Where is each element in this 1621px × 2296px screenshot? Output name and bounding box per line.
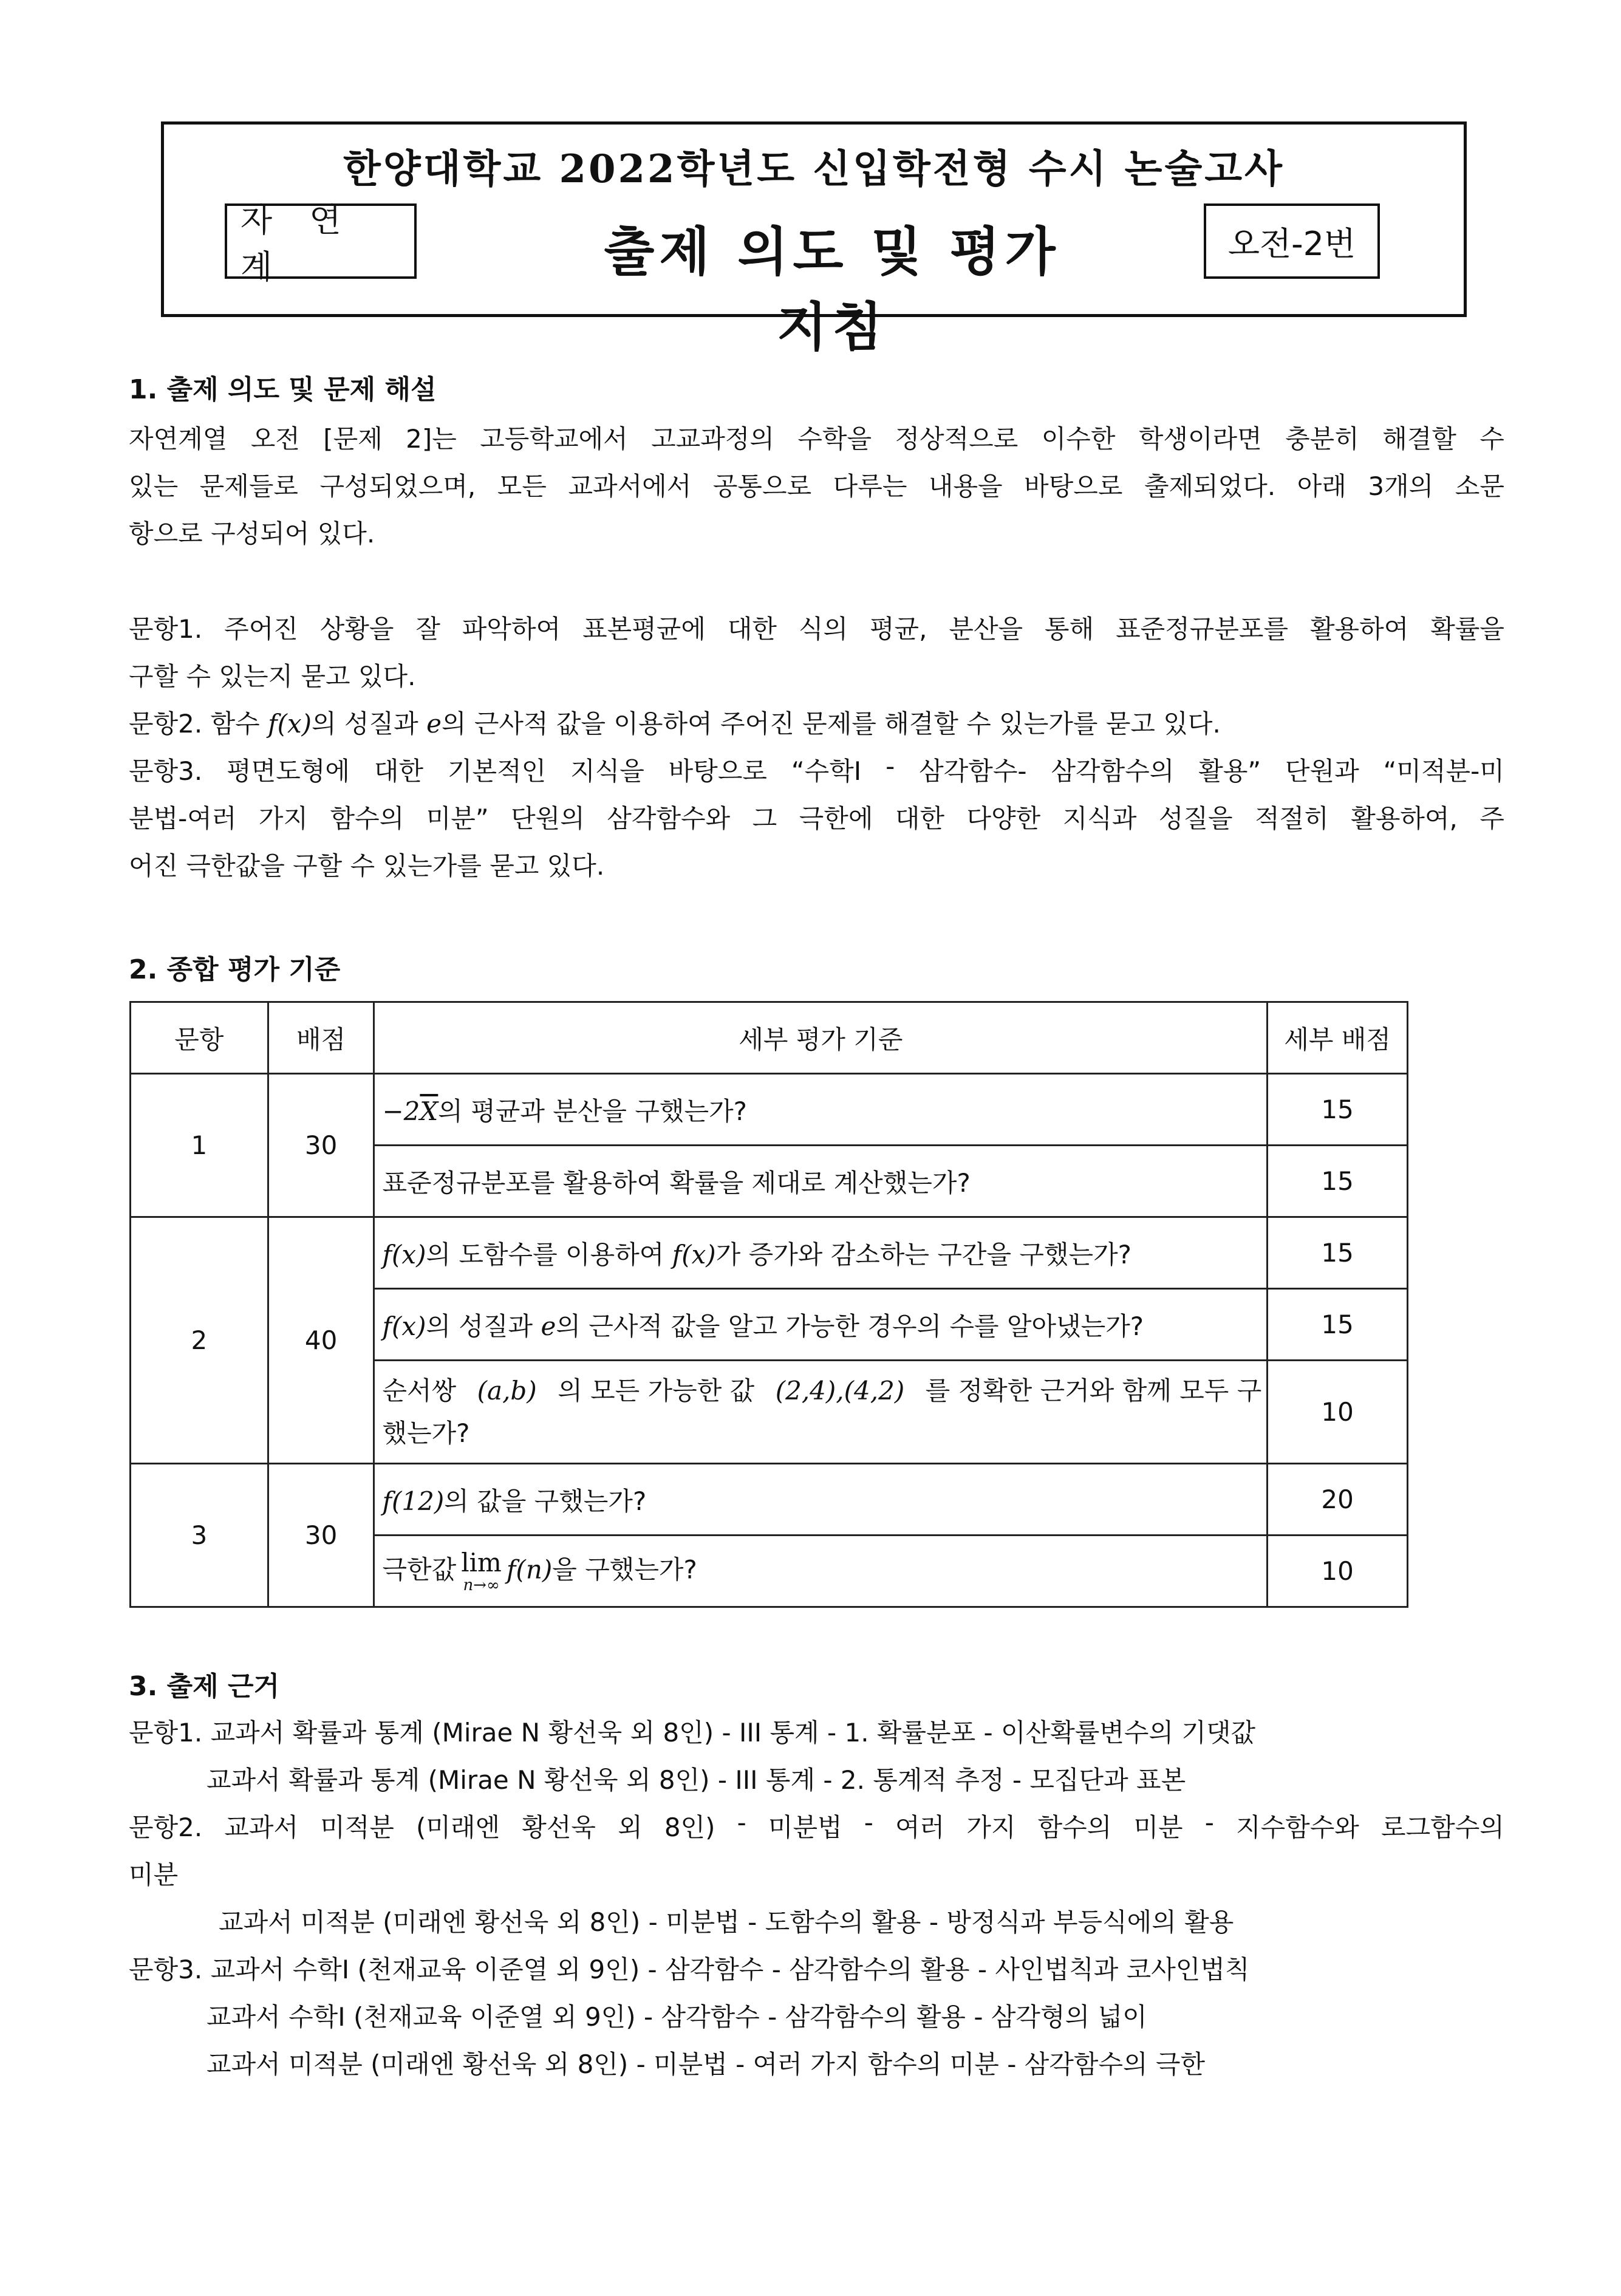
x-bar: $\overline{X}$: [420, 1096, 439, 1126]
source-line: 교과서 확률과 통계 (Mirae N 황선욱 외 8인) - III 통계 - 2. 통계적 추정 - 모집단과 표본: [206, 1765, 1186, 1795]
word: (미래엔: [416, 1813, 500, 1842]
header-box: [161, 121, 1467, 358]
word: 소문: [1455, 471, 1504, 501]
criterion-points: 20: [1268, 1464, 1408, 1536]
q1-line-1: [129, 609, 1504, 646]
q2-text-pre: 문항2. 함수: [129, 709, 268, 739]
criterion-text: 극한값: [382, 1554, 457, 1584]
word: 미분법: [768, 1813, 842, 1842]
q3-line-3: 어진 극한값을 구할 수 있는가를 묻고 있다.: [129, 851, 605, 881]
word: 모든: [497, 471, 547, 501]
word: 오전: [250, 424, 300, 454]
q3-line-2: [129, 799, 1504, 835]
limit-subscript: n→∞: [463, 1576, 500, 1594]
criterion-points: 15: [1268, 1074, 1408, 1146]
criterion-math: (2,4),(4,2): [775, 1375, 905, 1406]
criterion-math: (a,b): [477, 1375, 537, 1406]
word: 구성되었으며,: [319, 471, 476, 501]
word: -: [737, 1808, 746, 1837]
word: -: [886, 751, 895, 781]
word: 아래: [1297, 471, 1346, 501]
word: 적절히: [1255, 804, 1329, 833]
col-header-criteria: 세부 평가 기준: [374, 1002, 1268, 1074]
word: 문제들로: [199, 471, 298, 501]
criterion-text: 의 도함수를 이용하여: [426, 1239, 672, 1269]
item-number: 2: [131, 1217, 268, 1464]
word: 고교과정의: [651, 424, 774, 454]
q2-line: [129, 704, 1221, 740]
criterion: [374, 1217, 1268, 1289]
word: 문항3.: [129, 756, 203, 786]
criterion: 표준정규분포를 활용하여 확률을 제대로 계산했는가?: [374, 1146, 1268, 1217]
criterion-text: 순서쌍: [382, 1375, 457, 1406]
word: 분산을: [949, 614, 1023, 644]
intro-line-2: [129, 466, 1504, 503]
word: 기본적인: [447, 756, 547, 786]
word: “수학I: [791, 756, 862, 786]
word: 학생이라면: [1138, 424, 1262, 454]
criterion-text: 의 값을 구했는가?: [444, 1486, 647, 1516]
word: 파악하여: [462, 614, 561, 644]
source-line: 교과서 미적분 (미래엔 황선욱 외 8인) - 미분법 - 여러 가지 함수의 미분 - 삼각함수의 극한: [206, 2049, 1206, 2079]
word: 수: [1479, 424, 1504, 454]
evaluation-table: [129, 1001, 1408, 1608]
word: 삼각함수의: [1051, 756, 1175, 786]
word: 잘: [415, 614, 440, 644]
word: 3개의: [1368, 471, 1434, 501]
source-line: 문항3. 교과서 수학I (천재교육 이준열 외 9인) - 삼각함수 - 삼각함수의 활용 - 사인법칙과 코사인법칙: [129, 1955, 1250, 1984]
q1-line-2: 구할 수 있는지 묻고 있다.: [129, 661, 416, 691]
criterion-text: 의 근사적 값을 알고 가능한 경우의 수를 알아냈는가?: [556, 1311, 1144, 1341]
source-line: 문항1. 교과서 확률과 통계 (Mirae N 황선욱 외 8인) - III 통계 - 1. 확률분포 - 이산확률변수의 기댓값: [129, 1718, 1256, 1748]
col-header-points: 세부 배점: [1268, 1002, 1408, 1074]
criterion: [374, 1464, 1268, 1536]
word: [문제: [323, 424, 383, 454]
word: 통해: [1045, 614, 1094, 644]
table-row: [131, 1464, 1408, 1536]
word: 지식을: [570, 756, 644, 786]
source-line: 미분: [129, 1860, 179, 1890]
criterion: [374, 1289, 1268, 1361]
criterion-points: 15: [1268, 1289, 1408, 1361]
col-header-score: 배점: [268, 1002, 374, 1074]
word: 수학을: [797, 424, 872, 454]
criterion-math: f(x): [382, 1239, 426, 1269]
word: 상황을: [319, 614, 394, 644]
table-row: [131, 1074, 1408, 1146]
q2-text-mid: 의 성질과: [312, 709, 427, 739]
word: -: [864, 1808, 873, 1837]
criterion-math: f(x): [672, 1239, 716, 1269]
word: 황선욱: [522, 1813, 596, 1842]
criterion-points: 10: [1268, 1361, 1408, 1464]
criterion-text: 를 정확한 근거와 함께 모두 구: [925, 1375, 1262, 1406]
exam-title: 한양대학교 2022학년도 신입학전형 수시 논술고사: [343, 146, 1285, 192]
col-header-item: 문항: [131, 1002, 268, 1074]
word: 확률을: [1430, 614, 1504, 644]
word: 주: [1479, 804, 1504, 833]
criterion-math: f(x): [382, 1311, 426, 1341]
word: 로그함수의: [1381, 1813, 1504, 1842]
section3-heading: 3. 출제 근거: [129, 1671, 279, 1702]
word: 여러: [895, 1813, 945, 1842]
source-line: 교과서 미적분 (미래엔 황선욱 외 8인) - 미분법 - 도함수의 활용 - 방정식과 부등식에의 활용: [219, 1907, 1234, 1937]
session-label: 오전-2번: [1204, 203, 1380, 279]
word: 교과서: [224, 1813, 299, 1842]
word: 함수의: [1037, 1813, 1112, 1842]
criterion-points: 15: [1268, 1146, 1408, 1217]
criterion-math: f(n): [506, 1554, 553, 1584]
word: 미분: [1133, 1813, 1183, 1842]
section2-heading: 2. 종합 평가 기준: [129, 954, 341, 985]
item-number: 1: [131, 1074, 268, 1217]
word: 대한: [727, 614, 777, 644]
q2-e: e: [426, 709, 442, 739]
criterion: [374, 1536, 1268, 1607]
word: 2]는: [406, 424, 457, 454]
word: -: [1204, 1808, 1214, 1837]
word: 단원과: [1285, 756, 1359, 786]
word: 이수한: [1041, 424, 1116, 454]
word: 대한: [374, 756, 424, 786]
word: 그: [752, 804, 777, 833]
criterion-math: $-2\overline{X}$: [382, 1096, 439, 1126]
word: 교과서에서: [568, 471, 692, 501]
criterion-text: 가 증가와 감소하는 구간을 구했는가?: [715, 1239, 1131, 1269]
word: 지수함수와: [1236, 1813, 1359, 1842]
q2-fx: f(x): [268, 709, 312, 739]
word: 극한에: [799, 804, 873, 833]
word: 표본평균에: [582, 614, 706, 644]
criterion-math: f(12): [382, 1486, 445, 1516]
word: 다양한: [966, 804, 1041, 833]
word: 주어진: [224, 614, 298, 644]
document-subtitle: 출제 의도 및 평가 지침: [604, 221, 1060, 358]
criterion-text: 을 구했는가?: [552, 1554, 697, 1584]
criterion-points: 15: [1268, 1217, 1408, 1289]
criterion-text: 의 성질과: [426, 1311, 541, 1341]
word: 단원의: [511, 804, 585, 833]
criterion-math: e: [541, 1311, 556, 1341]
word: 8인): [664, 1813, 715, 1842]
section1-heading: 1. 출제 의도 및 문제 해설: [129, 374, 437, 405]
word: 평면도형에: [227, 756, 350, 786]
word: “미적분-미: [1383, 756, 1504, 786]
criterion-text: 의 평균과 분산을 구했는가?: [438, 1096, 747, 1126]
intro-line-3: 항으로 구성되어 있다.: [129, 519, 375, 548]
source-line: 교과서 수학I (천재교육 이준열 외 9인) - 삼각함수 - 삼각함수의 활용 - 삼각형의 넓이: [206, 2002, 1147, 2032]
criterion-points: 10: [1268, 1536, 1408, 1607]
word: 평균,: [869, 614, 927, 644]
criterion-text: 의 모든 가능한 값: [558, 1375, 755, 1406]
word: 성질을: [1158, 804, 1233, 833]
q3-line-1: [129, 751, 1504, 788]
word: 표준정규분포를: [1116, 614, 1289, 644]
word: 내용을: [928, 471, 1003, 501]
word: 분법-여러: [129, 804, 237, 833]
limit-lim: lim: [461, 1547, 502, 1577]
q2-text-post: 의 근사적 값을 이용하여 주어진 문제를 해결할 수 있는가를 묻고 있다.: [441, 709, 1221, 739]
word: 공통으로: [712, 471, 812, 501]
item-score: 40: [268, 1217, 374, 1464]
word: 미적분: [320, 1813, 394, 1842]
criterion-text: 했는가?: [382, 1418, 470, 1448]
word: 가지: [966, 1813, 1016, 1842]
word: 외: [618, 1813, 643, 1842]
item-number: 3: [131, 1464, 268, 1607]
table-header-row: [131, 1002, 1408, 1074]
word: 있는: [129, 471, 179, 501]
criterion: [374, 1074, 1268, 1146]
item-score: 30: [268, 1464, 374, 1607]
word: 바탕으로: [668, 756, 768, 786]
word: 가지: [258, 804, 309, 833]
word: 지식과: [1062, 804, 1137, 833]
word: 삼각함수와: [607, 804, 731, 833]
word: 미분”: [426, 804, 489, 833]
word: 자연계열: [129, 424, 228, 454]
source-line: [129, 1808, 1504, 1844]
limit-expression: [461, 1549, 502, 1594]
word: 정상적으로: [895, 424, 1019, 454]
word: 충분히: [1285, 424, 1359, 454]
item-score: 30: [268, 1074, 374, 1217]
intro-line-1: [129, 419, 1504, 456]
word: 해결할: [1382, 424, 1456, 454]
word: 대한: [895, 804, 945, 833]
word: 함수의: [330, 804, 404, 833]
table-row: [131, 1217, 1408, 1289]
word: 바탕으로: [1024, 471, 1123, 501]
word: 문항2.: [129, 1813, 203, 1842]
word: 고등학교에서: [480, 424, 628, 454]
category-label: 자 연 계: [225, 203, 417, 279]
word: 활용하여,: [1351, 804, 1458, 833]
word: 활용하여: [1309, 614, 1409, 644]
word: 활용”: [1198, 756, 1261, 786]
word: 다루는: [833, 471, 907, 501]
word: 문항1.: [129, 614, 203, 644]
word: 삼각함수-: [919, 756, 1027, 786]
word: 식의: [798, 614, 848, 644]
word: 출제되었다.: [1144, 471, 1276, 501]
criterion: [374, 1361, 1268, 1464]
